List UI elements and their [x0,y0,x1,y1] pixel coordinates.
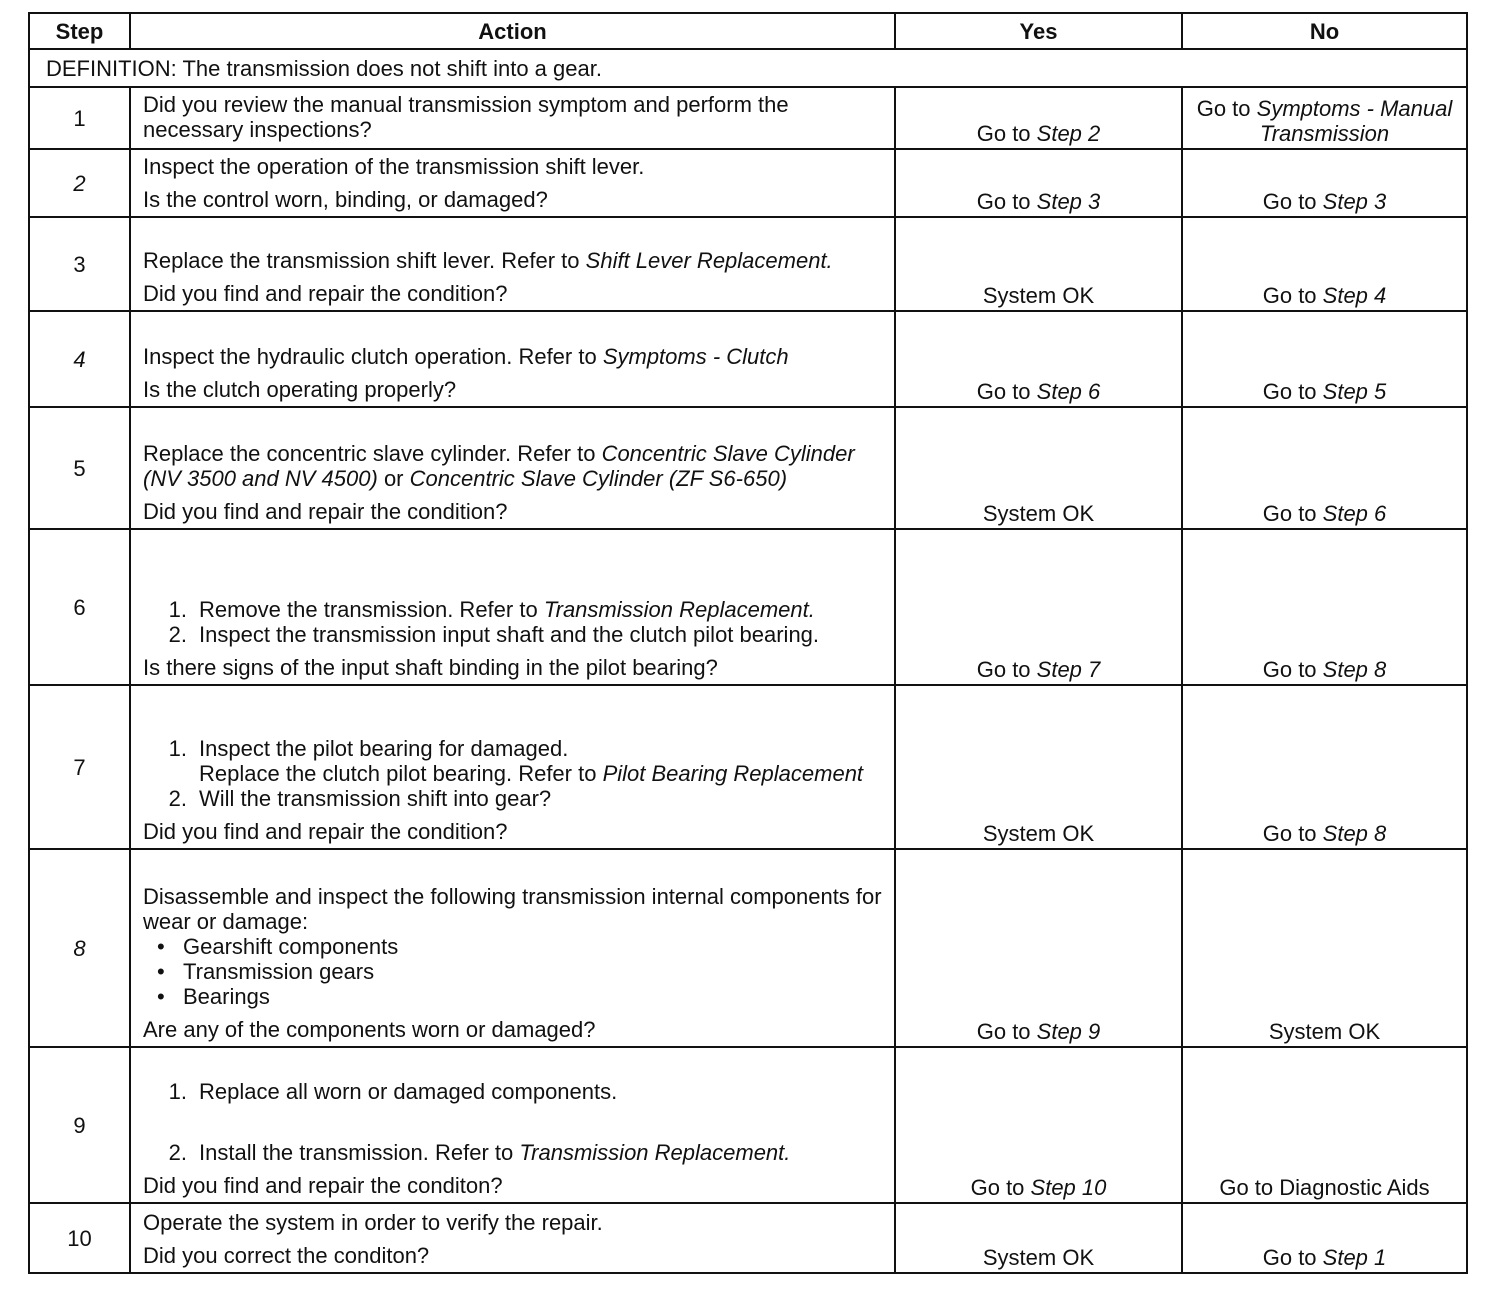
numbered-item [153,597,884,622]
step-number: 8 [29,849,130,1047]
action-question: Is there signs of the input shaft binding in the pilot bearing? [143,655,718,680]
item-ref-link[interactable]: Pilot Bearing Replacement [602,761,864,786]
step-number: 9 [29,1047,130,1203]
action-cell [130,685,895,849]
action-question: Is the clutch operating properly? [143,377,457,402]
item-ref-link[interactable]: Transmission Replacement. [543,597,815,622]
numbered-item [153,761,884,786]
action-intro-text: or [377,466,410,491]
action-question: Did you find and repair the condition? [143,281,508,306]
yes-ref-link[interactable]: Step 9 [1036,1019,1101,1044]
bullet-icon: • [157,984,165,1009]
no-ref-link[interactable]: Step 5 [1322,379,1387,404]
item-body: Remove the transmission. Refer to [199,597,544,622]
no-prefix: Go to [1262,189,1323,214]
no-cell [1182,407,1467,529]
item-text [199,1140,884,1165]
no-cell [1182,149,1467,217]
action-ref-link[interactable]: Symptoms - Clutch [602,344,789,369]
step-number: 6 [29,529,130,685]
action-intro-text: Inspect the hydraulic clutch operation. Refer to [143,344,603,369]
action-intro-text: Replace the concentric slave cylinder. Refer to [143,441,602,466]
yes-ref-link[interactable]: Step 10 [1030,1175,1107,1200]
action-intro: Operate the system in order to verify the repair. [143,1210,603,1235]
bullet-text: Bearings [183,984,270,1009]
item-text: Will the transmission shift into gear? [199,786,552,811]
no-ref-link[interactable]: Step 8 [1322,821,1387,846]
no-cell [1182,311,1467,407]
no-prefix: Go to [1262,657,1323,682]
header-no: No [1182,13,1467,49]
table-row [29,529,1467,685]
numbered-item [153,622,884,647]
item-number: 1. [168,1079,187,1104]
yes-cell: System OK [895,685,1182,849]
yes-prefix: Go to [976,1019,1037,1044]
header-row [29,13,1467,49]
numbered-item [153,786,884,811]
no-prefix: Go to [1262,1245,1323,1270]
item-number: 2. [168,622,187,647]
yes-cell: System OK [895,1203,1182,1273]
action-question: Did you review the manual transmission symptom and perform the necessary inspections? [143,92,789,142]
yes-ref-link[interactable]: Step 3 [1036,189,1101,214]
table-row [29,217,1467,311]
step-number: 7 [29,685,130,849]
table-row [29,407,1467,529]
item-number: 2. [168,786,187,811]
action-question: Did you find and repair the condition? [143,499,508,524]
action-intro-text: Replace the transmission shift lever. Refer to [143,248,586,273]
no-cell [1182,1203,1467,1273]
bullet-icon: • [157,934,165,959]
yes-prefix: Go to [976,121,1037,146]
yes-cell [895,849,1182,1047]
action-cell [130,407,895,529]
no-prefix: Go to [1262,379,1323,404]
bullet-item [157,959,884,984]
item-number: 1. [168,736,187,761]
yes-ref-link[interactable]: Step 7 [1036,657,1101,682]
table-row [29,87,1467,149]
table-row [29,311,1467,407]
no-prefix: Go to [1262,501,1323,526]
action-intro [143,441,884,491]
no-prefix: Go to [1262,283,1323,308]
item-ref-link[interactable]: Transmission Replacement. [519,1140,791,1165]
no-cell: System OK [1182,849,1467,1047]
bullet-text: Transmission gears [183,959,375,984]
diagnostic-table [28,12,1468,1274]
no-cell [1182,685,1467,849]
item-number [153,761,199,786]
step-number: 1 [29,87,130,149]
action-intro [143,248,884,273]
action-ref-link[interactable]: Concentric Slave Cylinder (ZF S6-650) [409,466,788,491]
no-ref-link[interactable]: Step 4 [1322,283,1387,308]
no-ref-link[interactable]: Step 1 [1322,1245,1387,1270]
action-cell [130,1047,895,1203]
yes-prefix: Go to [976,379,1037,404]
action-question: Did you find and repair the conditon? [143,1173,503,1198]
table-row [29,1203,1467,1273]
no-ref-link[interactable]: Step 6 [1322,501,1387,526]
item-text: Inspect the transmission input shaft and the clutch pilot bearing. [199,622,820,647]
table-row [29,685,1467,849]
yes-ref-link[interactable]: Step 2 [1036,121,1101,146]
action-ref-link[interactable]: Concentric Slave Cylinder (NV 3500 and NV 4500) [143,441,855,491]
yes-cell: System OK [895,407,1182,529]
item-text [199,761,884,786]
step-number: 4 [29,311,130,407]
item-text [199,597,884,622]
step-number: 10 [29,1203,130,1273]
no-prefix: Go to [1196,96,1257,121]
action-question: Are any of the components worn or damaged? [143,1017,596,1042]
action-cell [130,311,895,407]
definition-row [29,49,1467,87]
step-number: 5 [29,407,130,529]
yes-cell: System OK [895,217,1182,311]
action-intro: Inspect the operation of the transmission shift lever. [143,154,645,179]
item-body: Install the transmission. Refer to [199,1140,520,1165]
action-ref-link[interactable]: Shift Lever Replacement. [585,248,833,273]
yes-cell [895,1047,1182,1203]
header-yes: Yes [895,13,1182,49]
yes-cell [895,87,1182,149]
table-row [29,1047,1467,1203]
no-prefix: Go to [1262,821,1323,846]
yes-cell [895,529,1182,685]
step-number: 2 [29,149,130,217]
no-ref-link[interactable]: Step 8 [1322,657,1387,682]
bullet-item [157,934,884,959]
bullet-text: Gearshift components [183,934,399,959]
header-action: Action [130,13,895,49]
item-text: Replace all worn or damaged components. [199,1079,618,1104]
no-cell [1182,529,1467,685]
yes-prefix: Go to [976,657,1037,682]
action-cell [130,217,895,311]
item-body: Replace the clutch pilot bearing. Refer to [199,761,603,786]
action-cell [130,149,895,217]
no-ref-link[interactable]: Step 3 [1322,189,1387,214]
action-intro [143,344,884,369]
action-cell [130,87,895,149]
action-cell [130,849,895,1047]
item-number: 1. [168,597,187,622]
action-intro: Disassemble and inspect the following transmission internal components for wear or damage: [143,884,882,934]
action-question: Did you find and repair the condition? [143,819,508,844]
yes-ref-link[interactable]: Step 6 [1036,379,1101,404]
item-number: 2. [168,1140,187,1165]
table-row [29,149,1467,217]
numbered-item [153,1140,884,1165]
item-text: Inspect the pilot bearing for damaged. [199,736,569,761]
action-cell [130,529,895,685]
no-cell [1182,217,1467,311]
numbered-item [153,1079,884,1104]
no-cell [1182,87,1467,149]
no-ref-link[interactable]: Symptoms - Manual Transmission [1256,96,1453,146]
numbered-item [153,736,884,761]
yes-prefix: Go to [970,1175,1031,1200]
yes-cell [895,311,1182,407]
yes-prefix: Go to [976,189,1037,214]
header-step: Step [29,13,130,49]
yes-cell [895,149,1182,217]
action-question: Is the control worn, binding, or damaged? [143,187,548,212]
table-row [29,849,1467,1047]
action-question: Did you correct the conditon? [143,1243,430,1268]
step-number: 3 [29,217,130,311]
bullet-item [157,984,884,1009]
definition-text: DEFINITION: The transmission does not shift into a gear. [29,49,1467,87]
bullet-icon: • [157,959,165,984]
no-cell[interactable]: Go to Diagnostic Aids [1182,1047,1467,1203]
action-cell [130,1203,895,1273]
